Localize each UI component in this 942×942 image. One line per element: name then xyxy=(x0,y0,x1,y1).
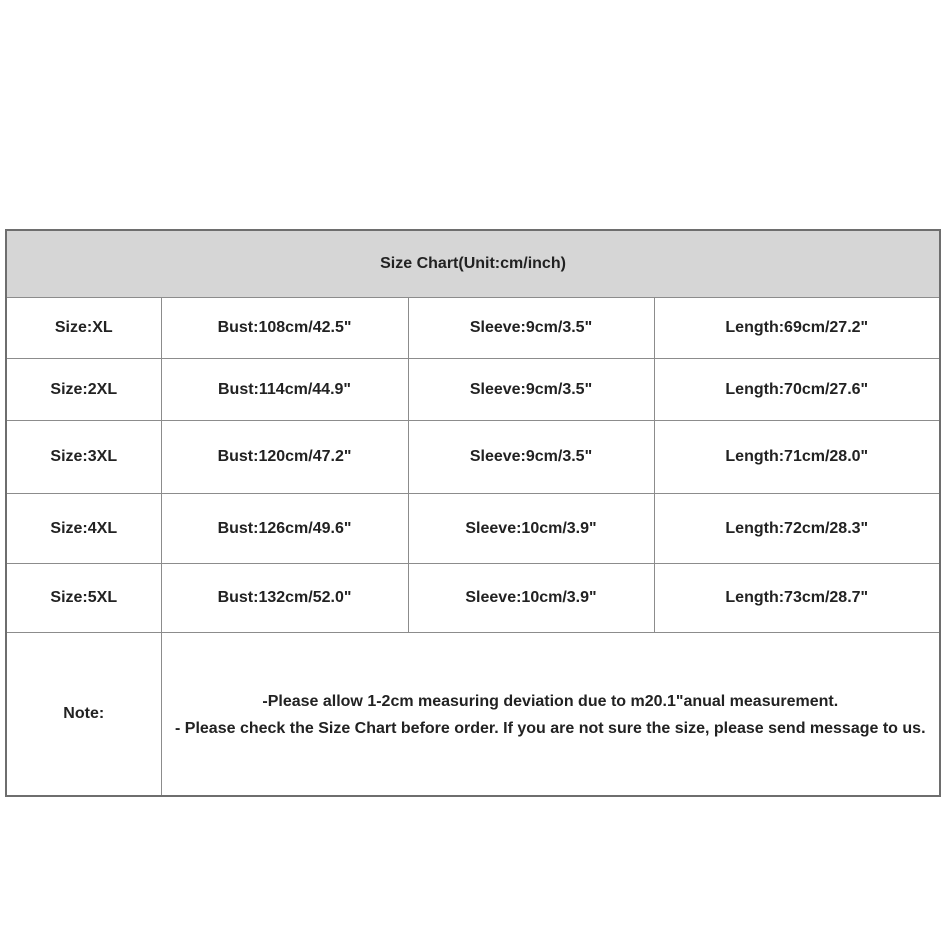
sleeve-cell: Sleeve:9cm/3.5" xyxy=(408,359,654,421)
length-cell: Length:71cm/28.0" xyxy=(654,421,940,494)
note-label: Note: xyxy=(6,633,161,797)
table-row xyxy=(6,494,940,564)
size-chart-title: Size Chart(Unit:cm/inch) xyxy=(6,230,940,298)
sleeve-cell: Sleeve:10cm/3.9" xyxy=(408,494,654,564)
size-cell: Size:2XL xyxy=(6,359,161,421)
size-cell: Size:XL xyxy=(6,298,161,359)
length-cell: Length:70cm/27.6" xyxy=(654,359,940,421)
bust-cell: Bust:126cm/49.6" xyxy=(161,494,408,564)
size-cell: Size:4XL xyxy=(6,494,161,564)
bust-cell: Bust:108cm/42.5" xyxy=(161,298,408,359)
note-content xyxy=(161,633,940,797)
note-row xyxy=(6,633,940,797)
sleeve-cell: Sleeve:9cm/3.5" xyxy=(408,298,654,359)
note-line-1: -Please allow 1-2cm measuring deviation due to m20.1"anual measurement. xyxy=(262,692,839,710)
length-cell: Length:73cm/28.7" xyxy=(654,564,940,633)
size-chart-table xyxy=(5,229,941,797)
sleeve-cell: Sleeve:9cm/3.5" xyxy=(408,421,654,494)
bust-cell: Bust:114cm/44.9" xyxy=(161,359,408,421)
note-line-2: - Please check the Size Chart before order. If you are not sure the size, please send message to us. xyxy=(175,719,926,737)
length-cell: Length:72cm/28.3" xyxy=(654,494,940,564)
bust-cell: Bust:120cm/47.2" xyxy=(161,421,408,494)
length-cell: Length:69cm/27.2" xyxy=(654,298,940,359)
size-cell: Size:5XL xyxy=(6,564,161,633)
size-cell: Size:3XL xyxy=(6,421,161,494)
table-row xyxy=(6,359,940,421)
table-row xyxy=(6,298,940,359)
table-row xyxy=(6,564,940,633)
bust-cell: Bust:132cm/52.0" xyxy=(161,564,408,633)
title-row xyxy=(6,230,940,298)
sleeve-cell: Sleeve:10cm/3.9" xyxy=(408,564,654,633)
table-row xyxy=(6,421,940,494)
